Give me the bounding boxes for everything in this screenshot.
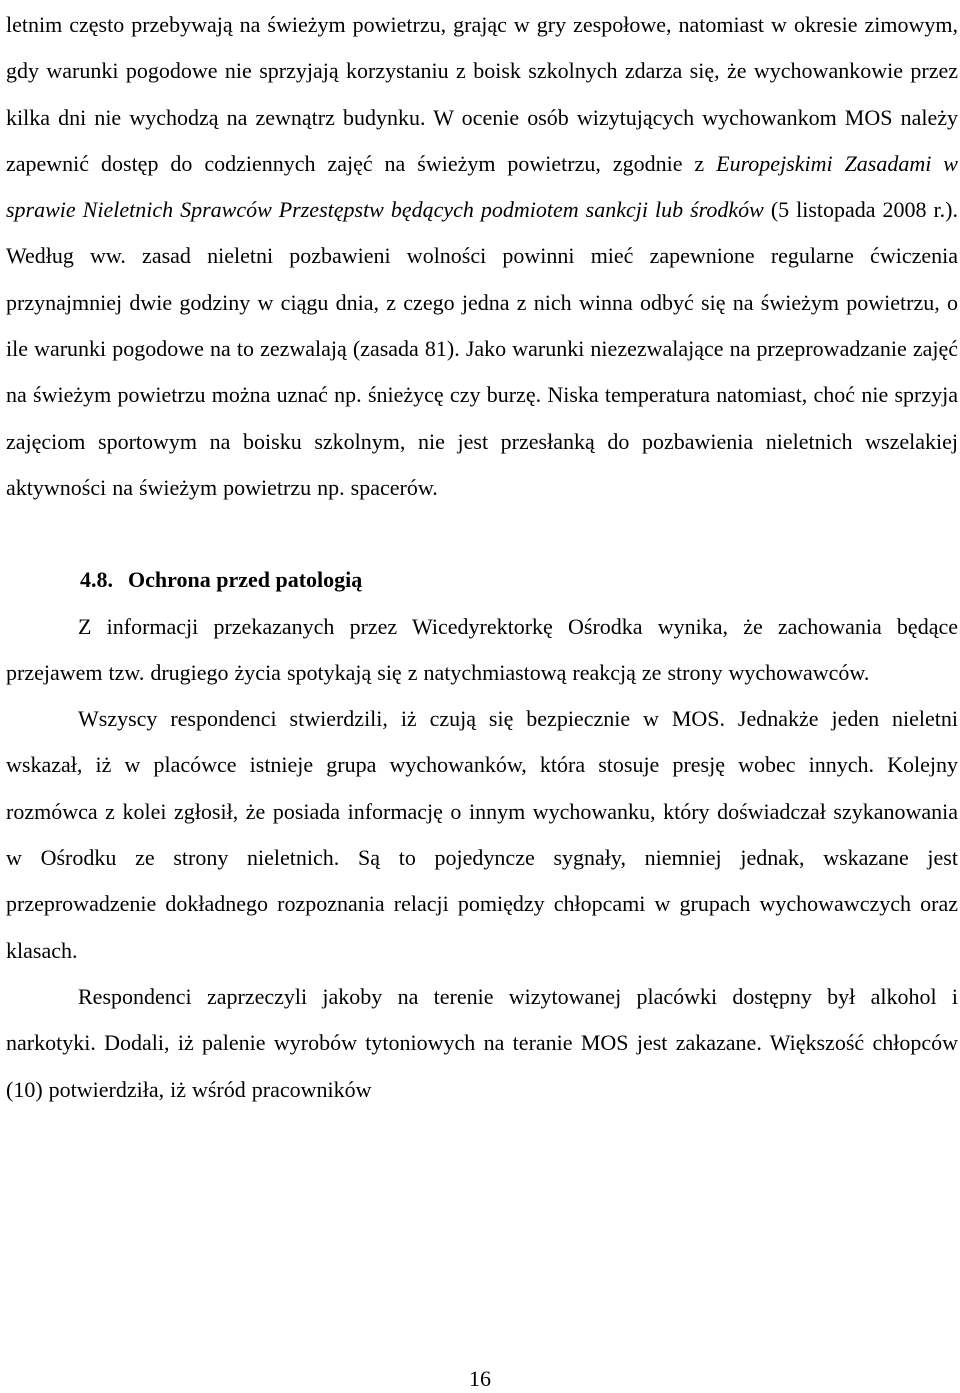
paragraph-outdoor-activities (6, 2, 958, 511)
paragraph-text-continued: (5 listopada 2008 r.). Według ww. zasad nieletni pozbawieni wolności powinni mieć zapewnione regularne ćwiczenia przynajmniej dwie godziny w ciągu dnia, z czego jedna z nich winna odbyć się na świeżym powietrzu, o ile warunki pogodowe na to zezwalają (zasada 81). Jako warunki niezezwalające na przeprowadzanie zajęć na świeżym powietrzu można uznać np. śnieżycę czy burzę. Niska temperatura natomiast, choć nie sprzyja zajęciom sportowym na boisku szkolnym, nie jest przesłanką do pozbawienia nieletnich wszelakiej aktywności na świeżym powietrzu np. spacerów. (6, 197, 958, 500)
page-number: 16 (469, 1366, 491, 1391)
section-title: Ochrona przed patologią (128, 567, 363, 593)
paragraph-pathology-info: Z informacji przekazanych przez Wicedyrektorkę Ośrodka wynika, że zachowania będące przejawem tzw. drugiego życia spotykają się z natychmiastową reakcją ze strony wychowawców. (6, 613, 958, 685)
section-number: 4.8. (80, 567, 113, 593)
rules-title-italic: Europejskimi Zasadami w sprawie Nieletnich Sprawców Przestępstw będących podmiotem sankcji lub środków (6, 150, 958, 223)
paragraph-safety: Wszyscy respondenci stwierdzili, iż czują się bezpiecznie w MOS. Jednakże jeden nieletni wskazał, iż w placówce istnieje grupa wychowanków, która stosuje presję wobec innych. Kolejny rozmówca z kolei zgłosił, że posiada informację o innym wychowanku, który doświadczał szykanowania w Ośrodku ze strony nieletnich. Są to pojedyncze sygnały, niemniej jednak, wskazane jest przeprowadzenie dokładnego rozpoznania relacji pomiędzy chłopcami w grupach wychowawczych oraz klasach. (6, 706, 958, 963)
section-spacer (6, 511, 958, 557)
paragraph-substances: Respondenci zaprzeczyli jakoby na terenie wizytowanej placówki dostępny był alkohol i narkotyki. Dodali, iż palenie wyrobów tytoniowych na teranie MOS jest zakazane. Większość chłopców (10) potwierdziła, iż wśród pracowników (6, 983, 958, 1102)
paragraph-text: letnim często przebywają na świeżym powietrzu, grając w gry zespołowe, natomiast w okresie zimowym, gdy warunki pogodowe nie sprzyjają korzystaniu z boisk szkolnych zdarza się, że wychowankowie przez kilka dni nie wychodzą na zewnątrz budynku. W ocenie osób wizytujących wychowankom MOS należy zapewnić dostęp do codziennych zajęć na świeżym powietrzu, zgodnie z (6, 12, 958, 176)
section-heading (6, 557, 958, 603)
document-page (6, 0, 958, 1113)
